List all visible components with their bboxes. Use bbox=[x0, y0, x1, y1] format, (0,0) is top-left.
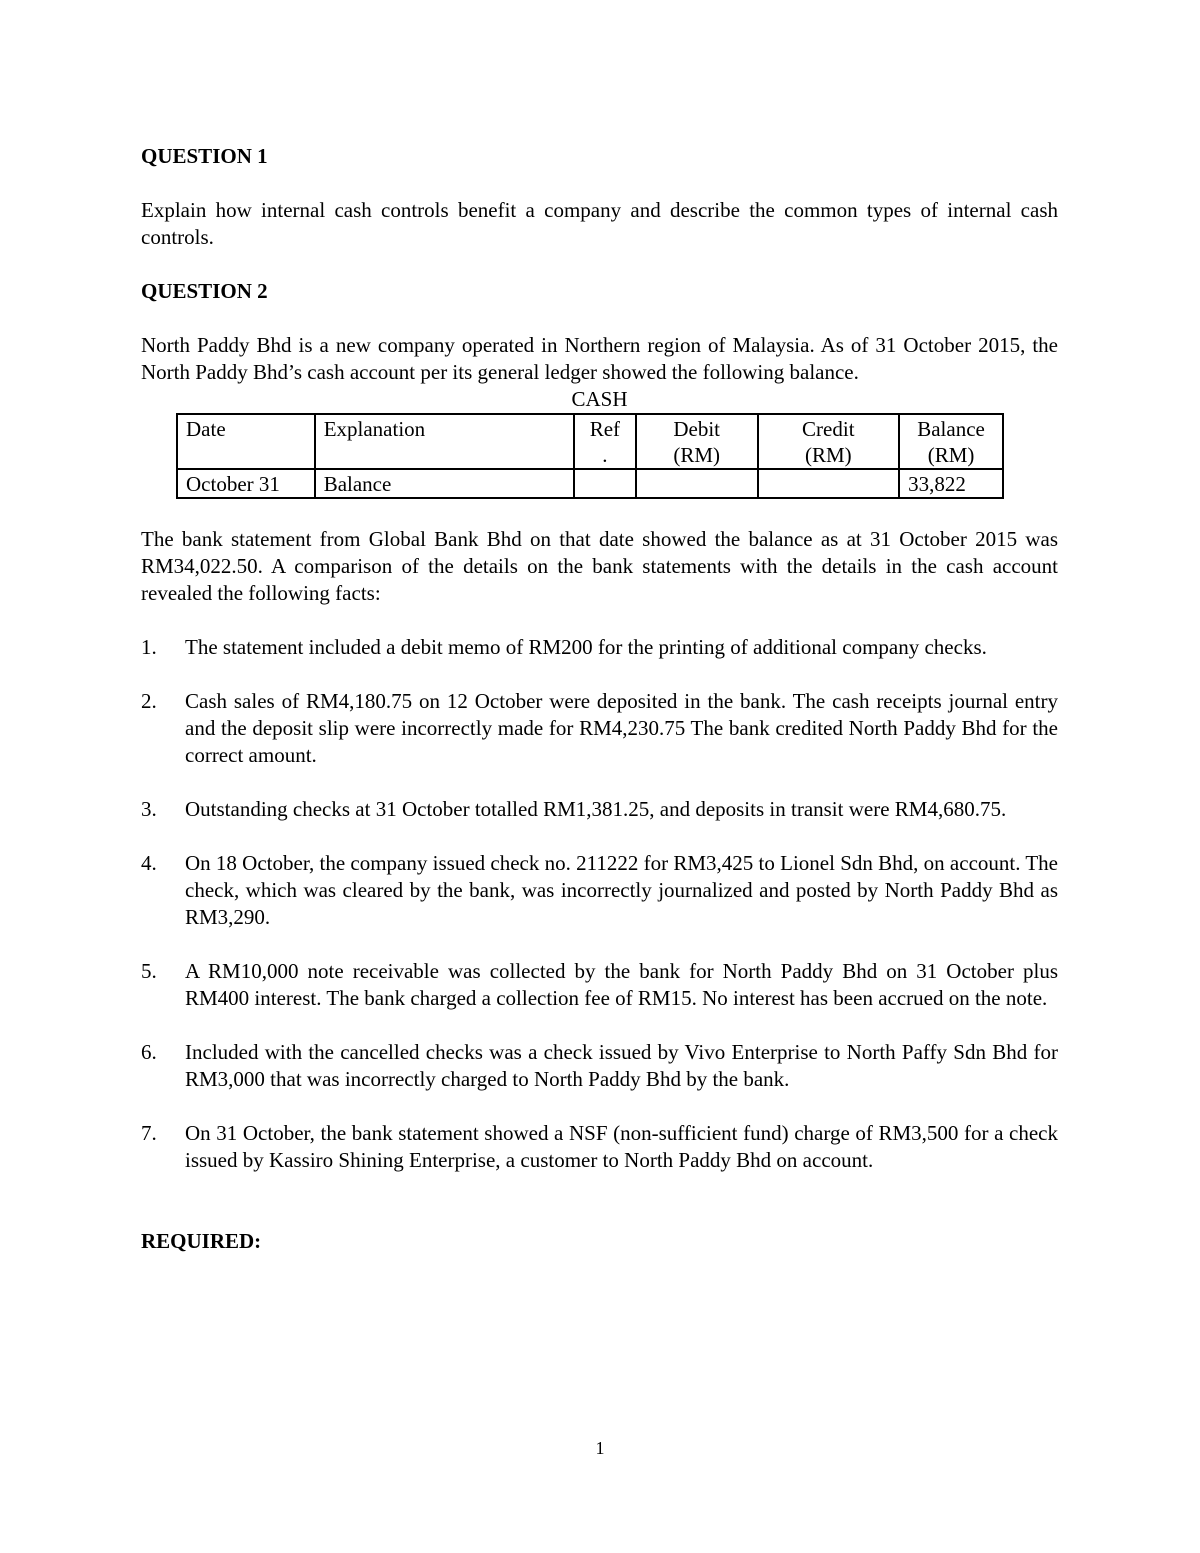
question-2-intro: North Paddy Bhd is a new company operated in Northern region of Malaysia. As of 31 October 2015, the North Paddy Bhd’s cash account per its general ledger showed the following balance. bbox=[141, 333, 1058, 384]
fact-text: The statement included a debit memo of RM200 for the printing of additional company checks. bbox=[185, 635, 987, 659]
fact-number: 3. bbox=[141, 797, 157, 821]
cash-ledger-table bbox=[176, 413, 1004, 499]
question-1-text: Explain how internal cash controls benefit a company and describe the common types of internal cash controls. bbox=[141, 198, 1058, 249]
header-ref: Ref . bbox=[574, 414, 636, 469]
fact-number: 4. bbox=[141, 851, 157, 875]
fact-number: 5. bbox=[141, 959, 157, 983]
header-credit: Credit (RM) bbox=[758, 414, 900, 469]
fact-text: Cash sales of RM4,180.75 on 12 October were deposited in the bank. The cash receipts journal entry and the deposit slip were incorrectly made for RM4,230.75 The bank credited North Paddy Bhd for the correct amount. bbox=[185, 689, 1058, 767]
header-explanation: Explanation bbox=[315, 414, 574, 469]
document-page bbox=[141, 143, 1058, 1255]
fact-text: Included with the cancelled checks was a check issued by Vivo Enterprise to North Paffy Sdn Bhd for RM3,000 that was incorrectly charged to North Paddy Bhd by the bank. bbox=[185, 1040, 1058, 1091]
cell-date: October 31 bbox=[177, 469, 315, 498]
table-header-row bbox=[177, 414, 1003, 469]
fact-number: 2. bbox=[141, 689, 157, 713]
fact-number: 6. bbox=[141, 1040, 157, 1064]
list-item bbox=[141, 850, 1058, 931]
list-item bbox=[141, 1120, 1058, 1174]
header-debit: Debit (RM) bbox=[636, 414, 758, 469]
list-item bbox=[141, 1039, 1058, 1093]
header-balance: Balance (RM) bbox=[899, 414, 1003, 469]
fact-text: Outstanding checks at 31 October totalled RM1,381.25, and deposits in transit were RM4,680.75. bbox=[185, 797, 1007, 821]
fact-number: 7. bbox=[141, 1121, 157, 1145]
cash-table-title: CASH bbox=[571, 387, 628, 411]
table-row bbox=[177, 469, 1003, 498]
cell-credit bbox=[758, 469, 900, 498]
cell-balance: 33,822 bbox=[899, 469, 1003, 498]
list-item bbox=[141, 958, 1058, 1012]
facts-list bbox=[141, 634, 1058, 1174]
required-heading: REQUIRED: bbox=[141, 1229, 262, 1253]
cell-explanation: Balance bbox=[315, 469, 574, 498]
list-item bbox=[141, 634, 1058, 661]
page-number: 1 bbox=[595, 1438, 605, 1458]
bank-statement-text: The bank statement from Global Bank Bhd on that date showed the balance as at 31 October 2015 was RM34,022.50. A comparison of the details on the bank statements with the details in the cash account revealed the following facts: bbox=[141, 527, 1058, 605]
cell-debit bbox=[636, 469, 758, 498]
fact-text: On 18 October, the company issued check no. 211222 for RM3,425 to Lionel Sdn Bhd, on account. The check, which was cleared by the bank, was incorrectly journalized and posted by North Paddy Bhd as RM3,290. bbox=[185, 851, 1058, 929]
list-item bbox=[141, 688, 1058, 769]
fact-text: A RM10,000 note receivable was collected by the bank for North Paddy Bhd on 31 October plus RM400 interest. The bank charged a collection fee of RM15. No interest has been accrued on the note. bbox=[185, 959, 1058, 1010]
fact-text: On 31 October, the bank statement showed a NSF (non-sufficient fund) charge of RM3,500 for a check issued by Kassiro Shining Enterprise, a customer to North Paddy Bhd on account. bbox=[185, 1121, 1058, 1172]
cell-ref bbox=[574, 469, 636, 498]
list-item bbox=[141, 796, 1058, 823]
fact-number: 1. bbox=[141, 635, 157, 659]
question-1-heading: QUESTION 1 bbox=[141, 144, 268, 168]
question-2-heading: QUESTION 2 bbox=[141, 279, 268, 303]
header-date: Date bbox=[177, 414, 315, 469]
